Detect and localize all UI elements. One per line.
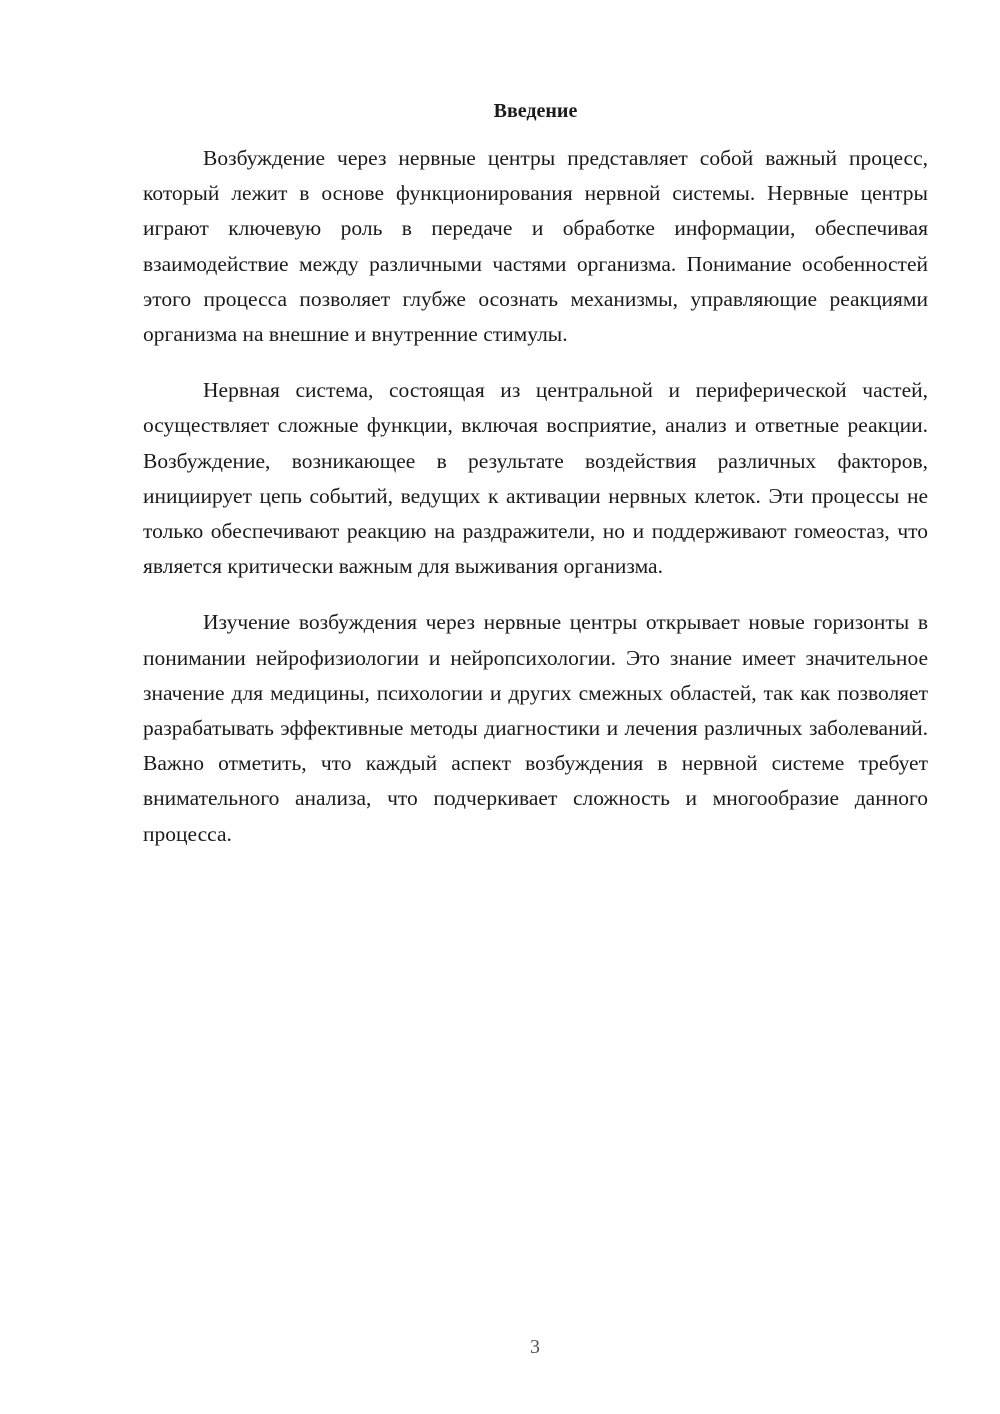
paragraph-3: Изучение возбуждения через нервные центры открывает новые горизонты в понимании нейрофизиологии и нейропсихологии. Это знание имеет значительное значение для медицины, психологии и других смежных областей, так как позволяет разрабатывать эффективные методы диагностики и лечения различных заболеваний. Важно отметить, что каждый аспект возбуждения в нервной системе требует внимательного анализа, что подчеркивает сложность и многообразие данного процесса. [143, 610, 928, 846]
page-number: 3 [530, 1336, 540, 1358]
paragraph-2: Нервная система, состоящая из центральной и периферической частей, осуществляет сложные функции, включая восприятие, анализ и ответные реакции. Возбуждение, возникающее в результате воздействия различных факторов, инициирует цепь событий, ведущих к активации нервных клеток. Эти процессы не только обеспечивают реакцию на раздражители, но и поддерживают гомеостаз, что является критически важным для выживания организма. [143, 378, 928, 579]
section-heading: Введение [493, 100, 578, 122]
body-text [143, 141, 928, 873]
paragraph-1: Возбуждение через нервные центры представляет собой важный процесс, который лежит в основе функционирования нервной системы. Нервные центры играют ключевую роль в передаче и обработке информации, обеспечивая взаимодействие между различными частями организма. Понимание особенностей этого процесса позволяет глубже осознать механизмы, управляющие реакциями организма на внешние и внутренние стимулы. [143, 146, 928, 347]
